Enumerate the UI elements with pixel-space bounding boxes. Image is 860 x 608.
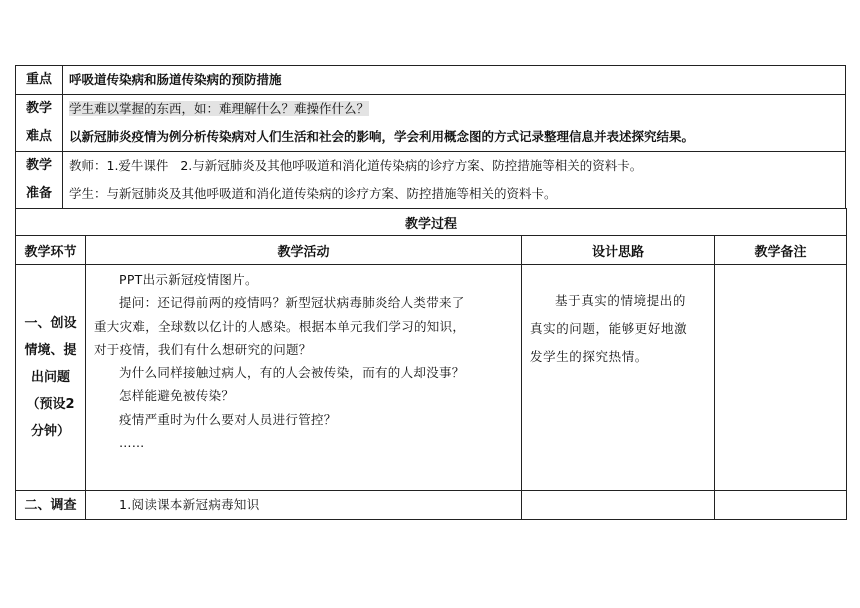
preparation-student-text: 学生：与新冠肺炎及其他呼吸道和消化道传染病的诊疗方案、防控措施等相关的资料卡。 [69, 186, 557, 201]
design-line: 发学生的探究热情。 [530, 349, 648, 364]
stage-2-row [16, 491, 847, 520]
activity-line: 重大灾难，全球数以亿计的人感染。根据本单元我们学习的知识， [94, 318, 466, 334]
key-points-label: 重点 [16, 66, 63, 95]
header-design: 设计思路 [522, 236, 715, 265]
stage-1-label-line: 分钟） [30, 424, 70, 439]
activity-line: PPT出示新冠疫情图片。 [119, 272, 258, 287]
design-line: 基于真实的情境提出的 [555, 293, 687, 308]
difficulties-prompt-text: 学生难以掌握的东西，如：难理解什么？难操作什么？ [69, 101, 370, 116]
stage-2-design [522, 491, 715, 520]
design-line: 真实的问题，能够更好地激 [530, 321, 688, 336]
header-note: 教学备注 [715, 236, 847, 265]
preparation-row [16, 152, 846, 209]
difficulties-label-line-1: 教学 [25, 101, 52, 116]
stage-2-label: 二、调查 [16, 491, 86, 520]
activity-line: 对于疫情，我们有什么想研究的问题？ [94, 341, 312, 357]
stage-2-note [715, 491, 847, 520]
key-points-row [16, 66, 846, 95]
lesson-info-table [15, 65, 846, 209]
activity-line: 为什么同样接触过病人，有的人会被传染，而有的人却没事？ [119, 365, 465, 381]
preparation-teacher-text: 教师：1.爱牛课件 2.与新冠肺炎及其他呼吸道和消化道传染病的诊疗方案、防控措施等相关的资料卡。 [69, 158, 643, 173]
stage-1-note [715, 265, 847, 491]
difficulties-label-line-2: 难点 [25, 129, 52, 144]
activity-line: 怎样能避免被传染？ [119, 388, 235, 404]
header-activity: 教学活动 [86, 236, 522, 265]
process-header-row [16, 236, 847, 265]
process-title-row [16, 209, 847, 236]
difficulties-row [16, 95, 846, 152]
stage-1-label [16, 265, 86, 491]
activity-line: 疫情严重时为什么要对人员进行管控？ [119, 411, 337, 427]
difficulties-content [63, 95, 846, 152]
activity-line: 1.阅读课本新冠病毒知识 [119, 497, 260, 513]
activity-line: 提问：还记得前两的疫情吗？新型冠状病毒肺炎给人类带来了 [119, 295, 465, 311]
stage-1-label-line: 情境、提 [24, 343, 77, 358]
key-points-text: 呼吸道传染病和肠道传染病的预防措施 [63, 66, 846, 95]
preparation-content [63, 152, 846, 209]
stage-1-label-line: （预设2 [26, 397, 75, 412]
difficulties-main-text: 以新冠肺炎疫情为例分析传染病对人们生活和社会的影响，学会利用概念图的方式记录整理信息并表述探究结果。 [69, 129, 695, 144]
teaching-process-table [15, 208, 847, 520]
stage-2-activity [86, 491, 522, 520]
preparation-label-line-2: 准备 [25, 186, 52, 201]
activity-line: …… [119, 435, 145, 451]
preparation-label-cell [16, 152, 63, 209]
difficulties-label-cell [16, 95, 63, 152]
preparation-label-line-1: 教学 [25, 158, 52, 173]
stage-1-activity [86, 265, 522, 491]
stage-1-label-line: 一、创设 [24, 316, 77, 331]
stage-1-row [16, 265, 847, 491]
process-title: 教学过程 [16, 209, 847, 236]
stage-1-design [522, 265, 715, 491]
header-stage: 教学环节 [16, 236, 86, 265]
stage-1-label-line: 出问题 [30, 370, 70, 385]
